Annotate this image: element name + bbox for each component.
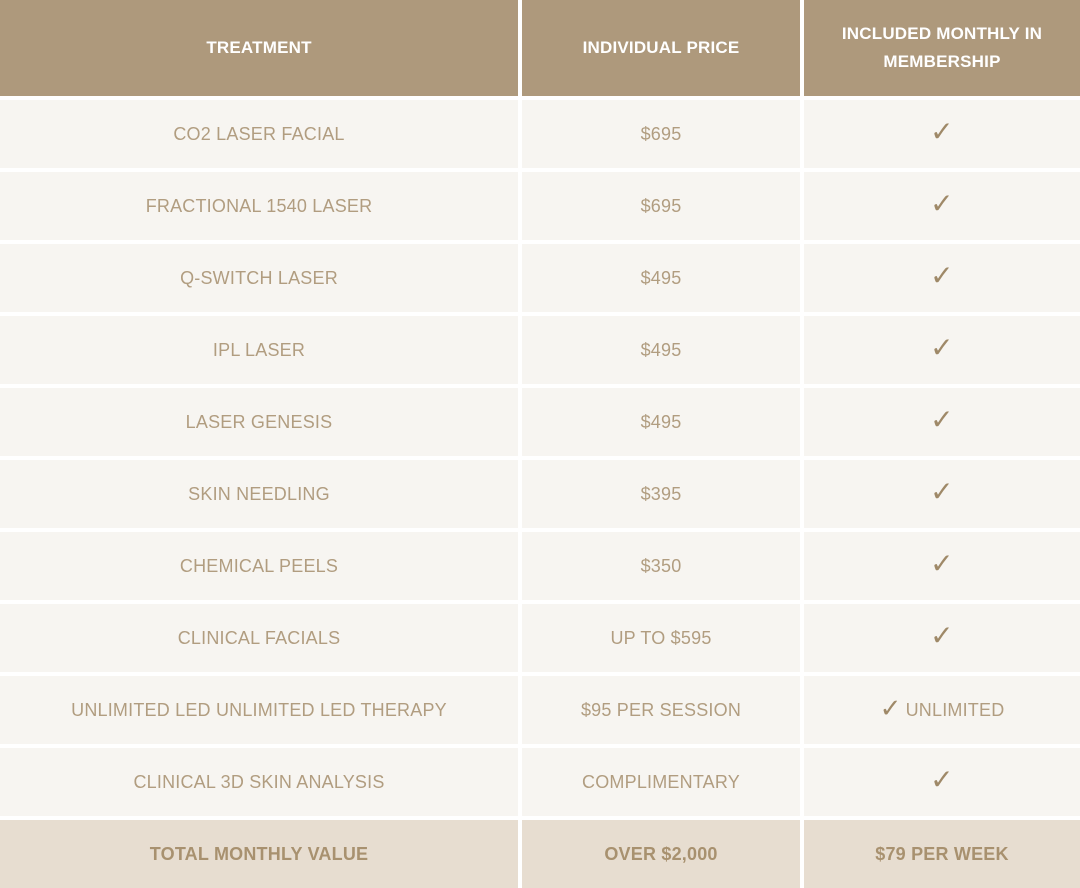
row-included <box>804 532 1080 600</box>
row-included <box>804 100 1080 168</box>
row-price: $495 <box>522 244 800 312</box>
row-price: $495 <box>522 388 800 456</box>
row-price: $395 <box>522 460 800 528</box>
checkmark-icon: ✓ <box>879 694 902 724</box>
row-included <box>804 604 1080 672</box>
checkmark-icon: ✓ <box>930 259 954 292</box>
row-included <box>804 748 1080 816</box>
checkmark-icon: ✓ <box>930 475 954 508</box>
footer-total-price: OVER $2,000 <box>522 820 800 888</box>
row-included <box>804 676 1080 744</box>
row-included <box>804 172 1080 240</box>
checkmark-icon: ✓ <box>930 331 954 364</box>
header-treatment: TREATMENT <box>0 0 518 96</box>
row-treatment: SKIN NEEDLING <box>0 460 518 528</box>
row-treatment: Q-SWITCH LASER <box>0 244 518 312</box>
checkmark-icon: ✓ <box>930 115 954 148</box>
checkmark-icon: ✓ <box>930 187 954 220</box>
header-individual-price: INDIVIDUAL PRICE <box>522 0 800 96</box>
footer-total-label: TOTAL MONTHLY VALUE <box>0 820 518 888</box>
row-price: $95 PER SESSION <box>522 676 800 744</box>
row-treatment: LASER GENESIS <box>0 388 518 456</box>
row-price: $695 <box>522 100 800 168</box>
header-included-monthly: INCLUDED MONTHLY IN MEMBERSHIP <box>804 0 1080 96</box>
footer-membership-price: $79 PER WEEK <box>804 820 1080 888</box>
row-included <box>804 316 1080 384</box>
row-price: $695 <box>522 172 800 240</box>
checkmark-icon: ✓ <box>930 619 954 652</box>
row-included <box>804 244 1080 312</box>
row-treatment: CHEMICAL PEELS <box>0 532 518 600</box>
row-included <box>804 460 1080 528</box>
checkmark-icon: ✓ <box>930 763 954 796</box>
row-price: UP TO $595 <box>522 604 800 672</box>
checkmark-icon: ✓ <box>930 547 954 580</box>
included-unlimited-label: UNLIMITED <box>905 699 1005 720</box>
row-treatment: UNLIMITED LED UNLIMITED LED THERAPY <box>0 676 518 744</box>
checkmark-icon: ✓ <box>930 403 954 436</box>
row-price: COMPLIMENTARY <box>522 748 800 816</box>
row-included <box>804 388 1080 456</box>
row-price: $495 <box>522 316 800 384</box>
row-treatment: CLINICAL 3D SKIN ANALYSIS <box>0 748 518 816</box>
row-price: $350 <box>522 532 800 600</box>
row-treatment: IPL LASER <box>0 316 518 384</box>
row-treatment: FRACTIONAL 1540 LASER <box>0 172 518 240</box>
row-treatment: CLINICAL FACIALS <box>0 604 518 672</box>
row-treatment: CO2 LASER FACIAL <box>0 100 518 168</box>
